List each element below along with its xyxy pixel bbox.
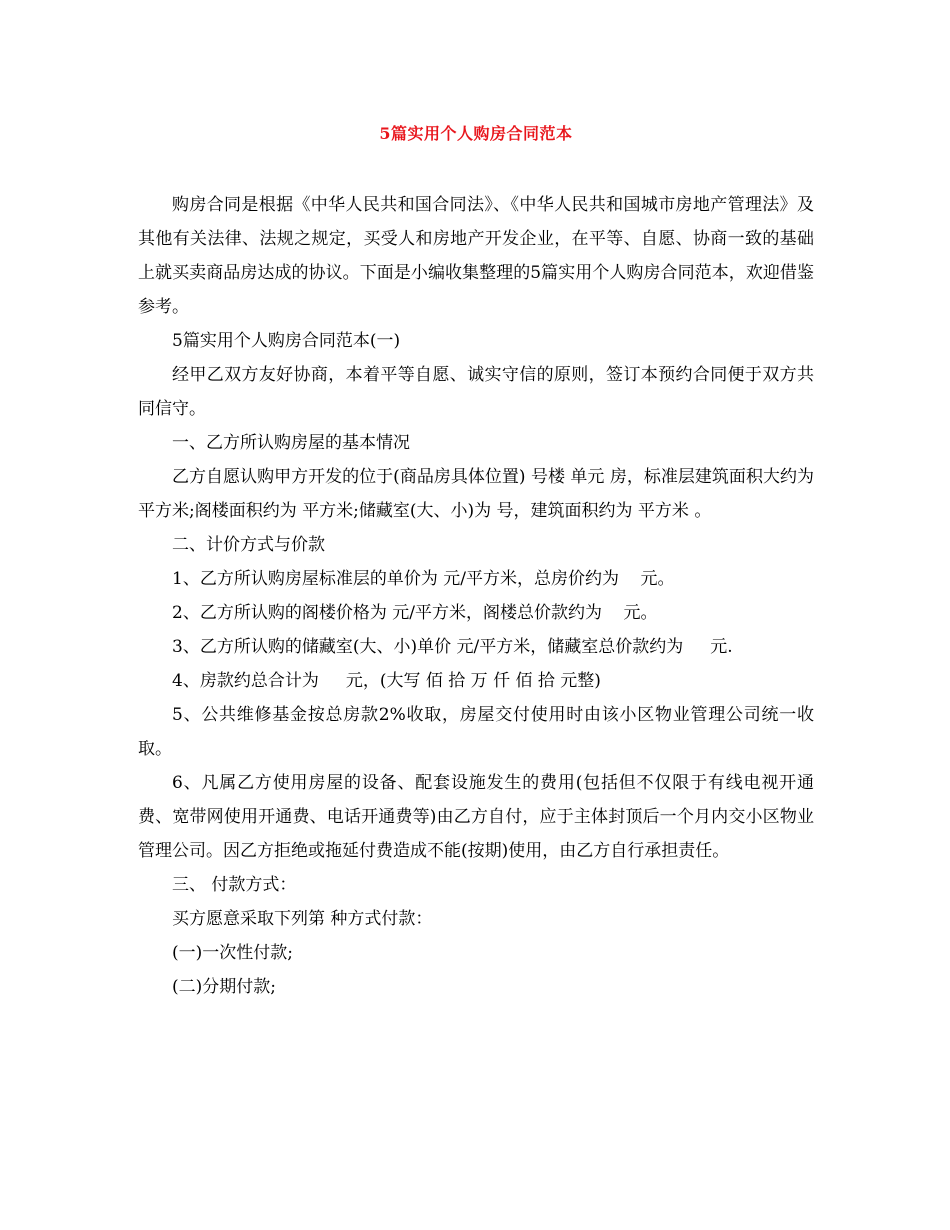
- price-item-4: 4、房款约总合计为 元，(大写 佰 拾 万 仟 佰 拾 元整): [172, 671, 601, 691]
- price-item-1: 1、乙方所认购房屋标准层的单价为 元/平方米，总房价约为 元。: [172, 569, 675, 589]
- intro-paragraph: 购房合同是根据《中华人民共和国合同法》、《中华人民共和国城市房地产管理法》及其他有关法律、法规之规定，买受人和房地产开发企业，在平等、自愿、协商一致的基础上就买卖商品房达成的协议。下面是小编收集整理的5篇实用个人购房合同范本，欢迎借鉴参考。: [138, 195, 814, 317]
- section-heading-1: 一、乙方所认购房屋的基本情况: [172, 433, 410, 453]
- contract-heading: 5篇实用个人购房合同范本(一): [172, 331, 401, 351]
- payment-option-1: (一)一次性付款;: [172, 943, 293, 963]
- document-body: [138, 188, 820, 1004]
- price-item-2: 2、乙方所认购的阁楼价格为 元/平方米，阁楼总价款约为 元。: [172, 603, 658, 623]
- payment-choice-line: 买方愿意采取下列第 种方式付款：: [172, 909, 433, 929]
- document-title: 5篇实用个人购房合同范本: [379, 124, 573, 143]
- section-heading-2: 二、计价方式与价款: [172, 535, 325, 555]
- preamble-paragraph: 经甲乙双方友好协商，本着平等自愿、诚实守信的原则，签订本预约合同便于双方共同信守。: [138, 365, 814, 419]
- price-item-6: 6、凡属乙方使用房屋的设备、配套设施发生的费用(包括但不仅限于有线电视开通费、宽带网使用开通费、电话开通费等)由乙方自付，应于主体封顶后一个月内交小区物业管理公司。因乙方拒绝或拖延付费造成不能(按期)使用，由乙方自行承担责任。: [138, 773, 814, 861]
- price-item-3: 3、乙方所认购的储藏室(大、小)单价 元/平方米，储藏室总价款约为 元.: [172, 637, 733, 657]
- house-info-paragraph: 乙方自愿认购甲方开发的位于(商品房具体位置) 号楼 单元 房，标准层建筑面积大约为 平方米;阁楼面积约为 平方米;储藏室(大、小)为 号，建筑面积约为 平方米 。: [138, 467, 820, 521]
- payment-option-2: (二)分期付款;: [172, 977, 276, 997]
- price-item-5: 5、公共维修基金按总房款2%收取，房屋交付使用时由该小区物业管理公司统一收取。: [138, 705, 814, 759]
- section-heading-3: 三、 付款方式：: [172, 875, 297, 895]
